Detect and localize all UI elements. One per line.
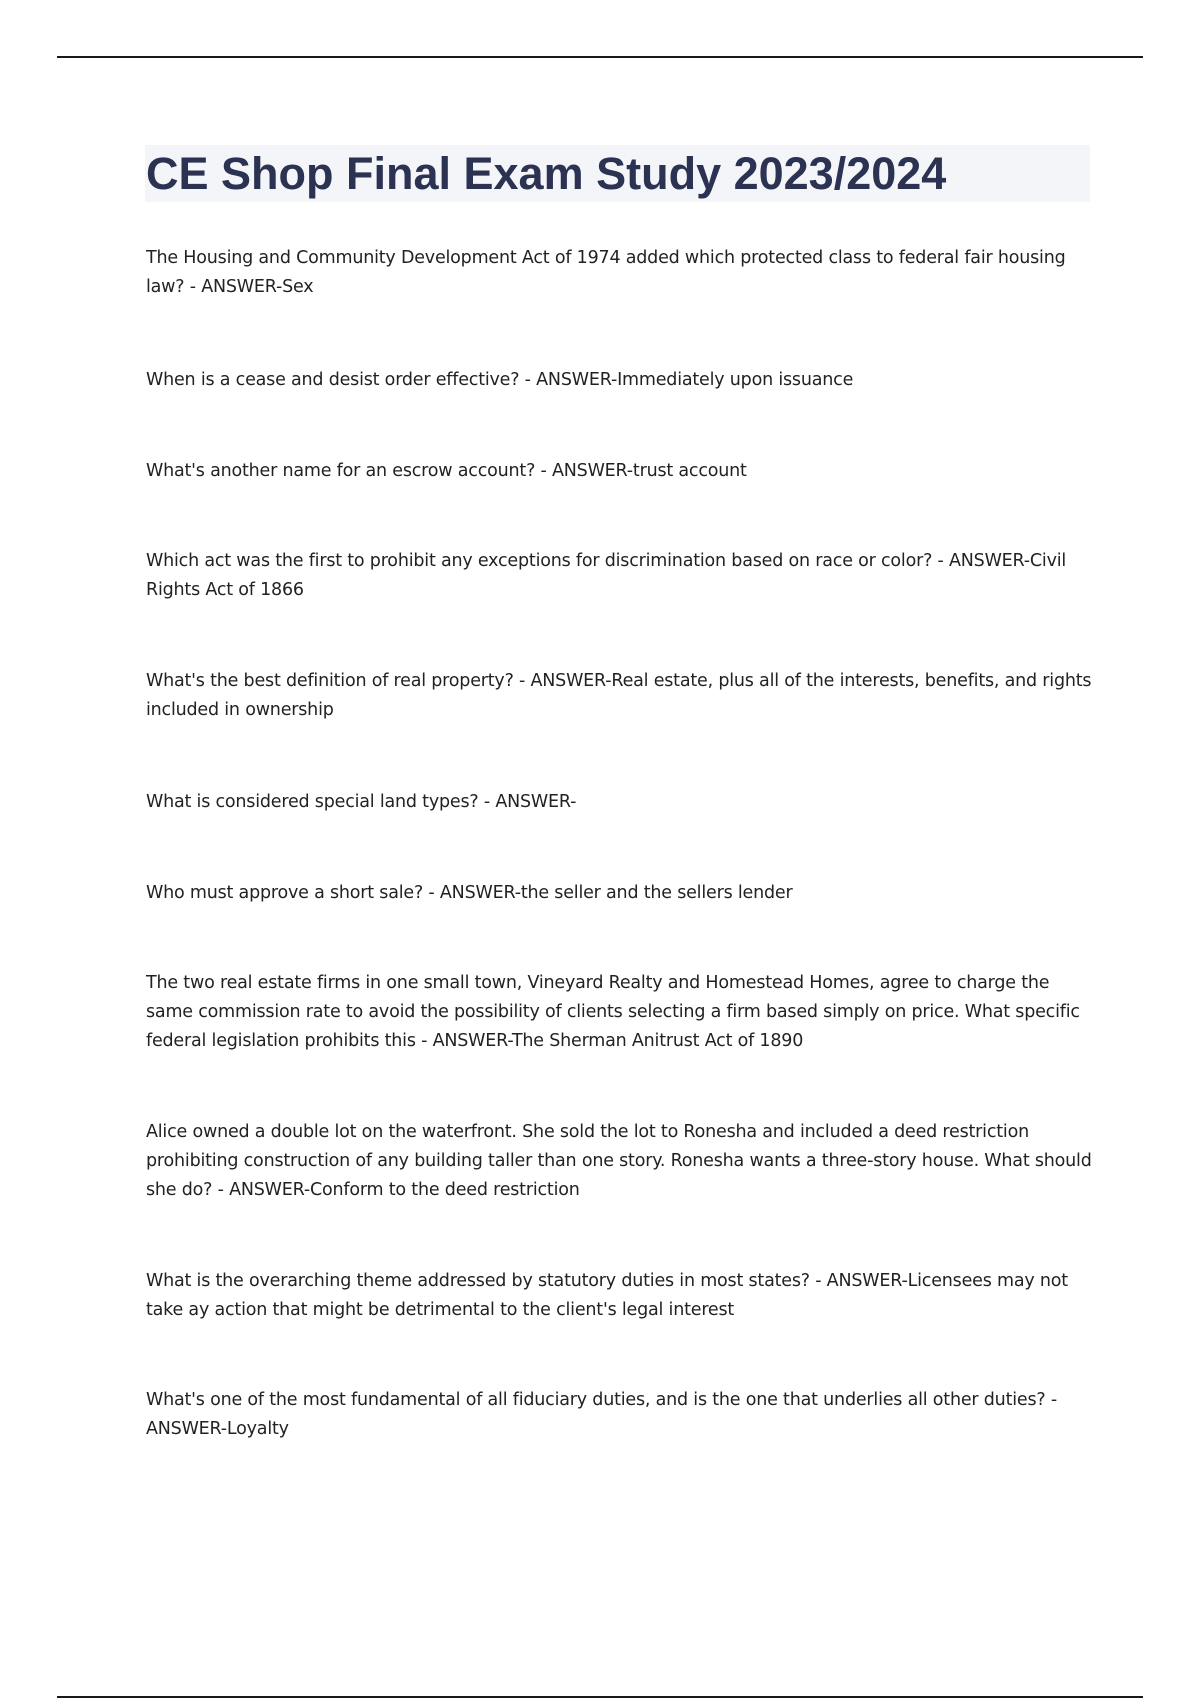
answer-text: the seller and the sellers lender (520, 883, 793, 903)
answer-text: Immediately upon issuance (617, 370, 854, 390)
top-rule (57, 56, 1143, 58)
qa-item (146, 244, 1096, 302)
answer-text: Real estate, plus all of the interests, benefits, and rights included in ownership (146, 671, 1092, 720)
qa-item (146, 1118, 1096, 1205)
question-text: What's one of the most fundamental of all fiduciary duties, and is the one that underlies all other duties? - ANSWER- (146, 1390, 1057, 1439)
question-text: The Housing and Community Development Act of 1974 added which protected class to federal fair housing law? - ANSWER- (146, 248, 1066, 297)
question-text: What's the best definition of real property? - ANSWER- (146, 671, 612, 691)
page-title: CE Shop Final Exam Study 2023/2024 (146, 148, 947, 199)
answer-text: trust account (632, 461, 747, 481)
bottom-rule (57, 1696, 1143, 1698)
answer-text: Sex (282, 277, 314, 297)
answer-text: Conform to the deed restriction (309, 1180, 580, 1200)
question-text: The two real estate firms in one small town, Vineyard Realty and Homestead Homes, agree to charge the same commission rate to avoid the possibility of clients selecting a firm based simply on price. What specific federal legislation prohibits this - ANSWER- (146, 973, 1080, 1051)
qa-item (146, 457, 1096, 486)
qa-item (146, 788, 1096, 817)
question-text: Alice owned a double lot on the waterfront. She sold the lot to Ronesha and included a deed restriction prohibiting construction of any building taller than one story. Ronesha wants a three-story house. What should she do? - ANSWER- (146, 1122, 1092, 1200)
qa-item (146, 969, 1096, 1056)
question-text: Which act was the first to prohibit any exceptions for discrimination based on race or color? - ANSWER- (146, 551, 1030, 571)
qa-item (146, 667, 1096, 725)
answer-text: The Sherman Anitrust Act of 1890 (511, 1031, 804, 1051)
qa-item (146, 879, 1096, 908)
qa-item (146, 1267, 1096, 1325)
qa-item (146, 1386, 1096, 1444)
question-text: What's another name for an escrow account? - ANSWER- (146, 461, 633, 481)
answer-text: Civil Rights Act of 1866 (146, 551, 1067, 600)
answer-text: Loyalty (226, 1419, 289, 1439)
question-text: What is considered special land types? - ANSWER- (146, 792, 577, 812)
question-text: Who must approve a short sale? - ANSWER- (146, 883, 521, 903)
question-text: What is the overarching theme addressed by statutory duties in most states? - ANSWER- (146, 1271, 908, 1291)
answer-text: Licensees may not take ay action that might be detrimental to the client's legal interest (146, 1271, 1068, 1320)
question-text: When is a cease and desist order effective? - ANSWER- (146, 370, 618, 390)
qa-item (146, 547, 1096, 605)
qa-item (146, 366, 1096, 395)
